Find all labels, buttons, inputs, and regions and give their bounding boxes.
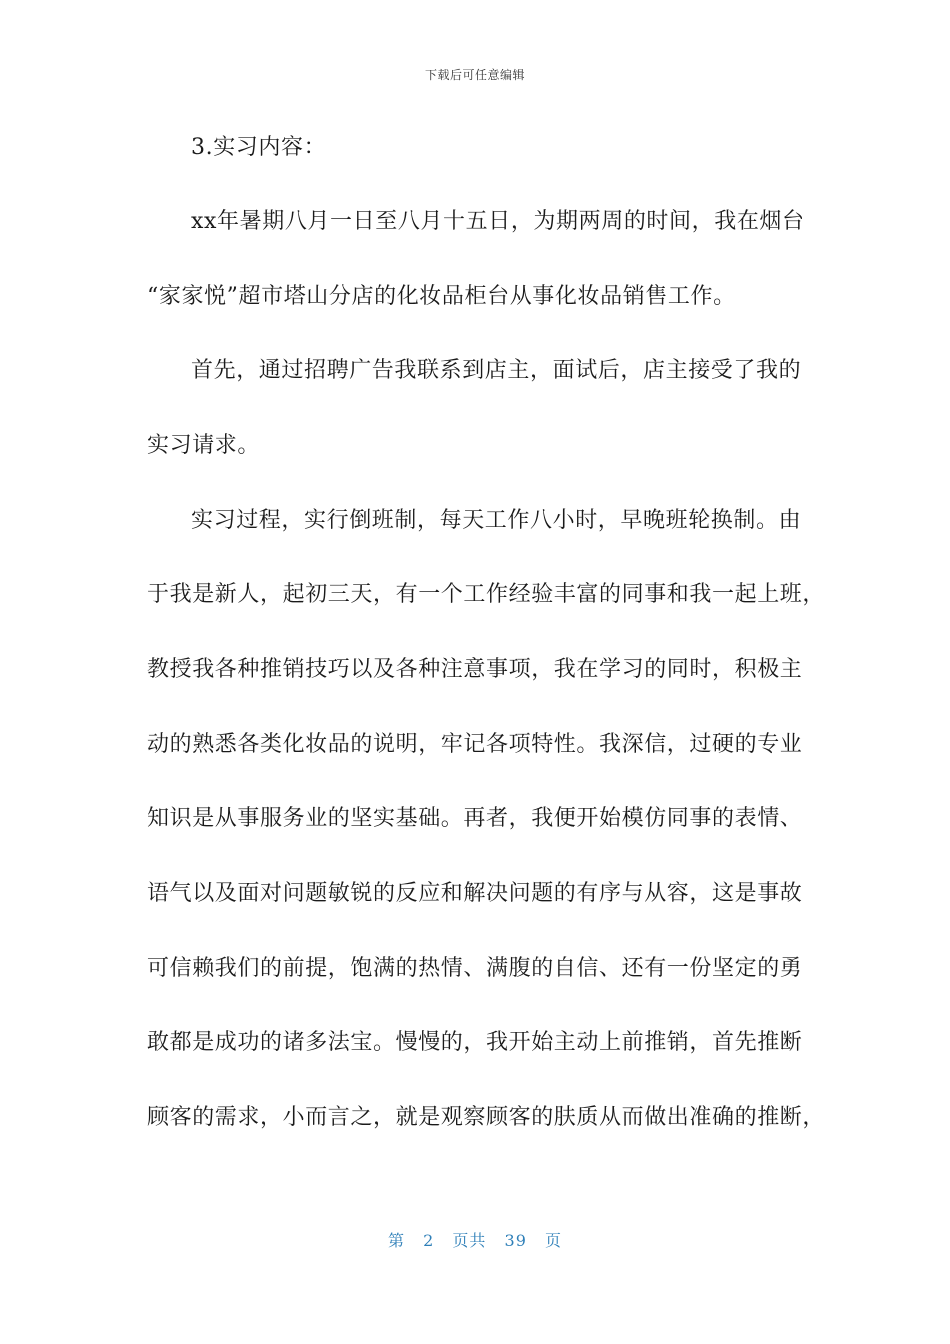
text-line: 动的熟悉各类化妆品的说明，牢记各项特性。我深信，过硬的专业 (147, 732, 803, 757)
footer-suffix: 页 (544, 1231, 562, 1250)
text-line: 教授我各种推销技巧以及各种注意事项，我在学习的同时，积极主 (147, 657, 803, 682)
text-line: 于我是新人，起初三天，有一个工作经验丰富的同事和我一起上班， (147, 582, 826, 607)
text-line: 实习请求。 (147, 433, 261, 458)
text-line: xx年暑期八月一日至八月十五日，为期两周的时间，我在烟台 (191, 209, 805, 234)
footer-prefix: 第 (388, 1231, 406, 1250)
total-pages-number: 39 (504, 1231, 527, 1250)
text-line: 实习过程，实行倒班制，每天工作八小时，早晚班轮换制。由 (191, 508, 802, 533)
page-header: 下载后可任意编辑 (424, 68, 525, 82)
footer-middle: 页共 (452, 1231, 487, 1250)
text-line: 顾客的需求，小而言之，就是观察顾客的肤质从而做出准确的推断， (147, 1105, 826, 1130)
text-line: 敢都是成功的诸多法宝。慢慢的，我开始主动上前推销，首先推断 (147, 1030, 803, 1055)
section-heading: 3.实习内容： (191, 135, 327, 160)
text-line: “家家悦”超市塔山分店的化妆品柜台从事化妆品销售工作。 (147, 284, 736, 309)
text-line: 语气以及面对问题敏锐的反应和解决问题的有序与从容，这是事故 (147, 881, 803, 906)
text-line: 首先，通过招聘广告我联系到店主，面试后，店主接受了我的 (191, 358, 802, 383)
text-line: 知识是从事服务业的坚实基础。再者，我便开始模仿同事的表情、 (147, 806, 803, 831)
text-line: 可信赖我们的前提，饱满的热情、满腹的自信、还有一份坚定的勇 (147, 956, 803, 981)
page-footer (0, 1228, 950, 1251)
current-page-number: 2 (423, 1231, 435, 1250)
